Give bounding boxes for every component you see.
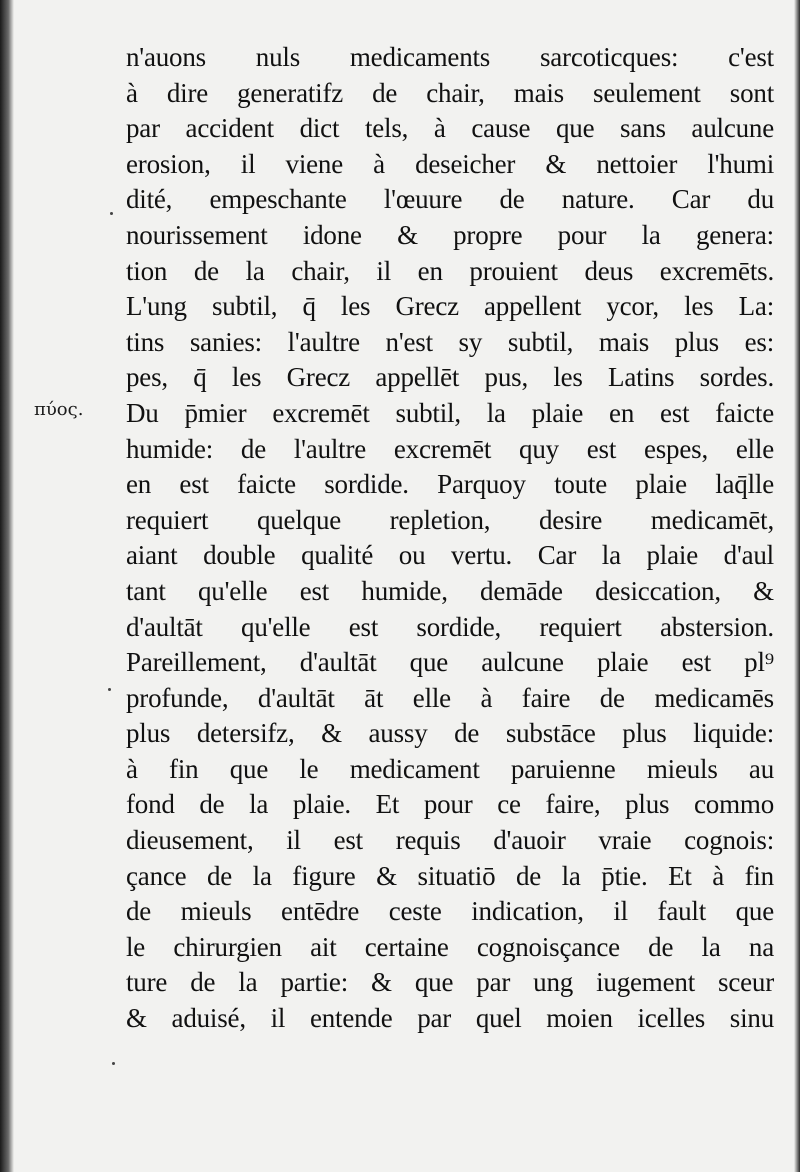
text-line: ture de la partie: & que par ung iugement sceur — [126, 967, 774, 998]
text-line: à dire generatifz de chair, mais seulement sont — [126, 77, 774, 108]
text-line: aiant double qualité ou vertu. Car la plaie d'aul — [126, 540, 774, 571]
margin-note-greek: πύος. — [34, 399, 84, 420]
text-line: humide: de l'aultre excremēt quy est espes, elle — [126, 433, 774, 464]
text-line: profunde, d'aultāt āt elle à faire de medicamēs — [126, 682, 774, 713]
text-line: plus detersifz, & aussy de substāce plus liquide: — [126, 718, 774, 749]
text-line: tins sanies: l'aultre n'est sy subtil, mais plus es: — [126, 326, 774, 357]
page-edge-shadow — [794, 0, 800, 1172]
text-line: dieusement, il est requis d'auoir vraie cognois: — [126, 825, 774, 856]
text-line: Du p̄mier excremēt subtil, la plaie en est faicte — [126, 397, 774, 428]
text-line: requiert quelque repletion, desire medicamēt, — [126, 504, 774, 535]
text-line: pes, q̄ les Grecz appellēt pus, les Latins sordes. — [126, 362, 774, 393]
text-line: à fin que le medicament paruienne mieuls au — [126, 753, 774, 784]
text-line: fond de la plaie. Et pour ce faire, plus commo — [126, 789, 774, 820]
text-line: & aduisé, il entende par quel moien icelles sinu — [126, 1003, 774, 1034]
text-line: dité, empeschante l'œuure de nature. Car du — [126, 184, 774, 215]
text-line: n'auons nuls medicaments sarcoticques: c'est — [126, 42, 774, 72]
text-line: L'ung subtil, q̄ les Grecz appellent ycor, les La: — [126, 291, 774, 322]
text-line: le chirurgien ait certaine cognoisçance de la na — [126, 931, 774, 962]
text-line: Pareillement, d'aultāt que aulcune plaie est pl⁹ — [126, 647, 774, 678]
ink-speck — [110, 212, 113, 215]
ink-speck — [112, 1062, 115, 1065]
text-line: par accident dict tels, à cause que sans aulcune — [126, 113, 774, 144]
text-line: en est faicte sordide. Parquoy toute plaie laq̄lle — [126, 469, 774, 500]
text-line: erosion, il viene à deseicher & nettoier l'humi — [126, 148, 774, 179]
text-line: çance de la figure & situatiō de la p̄tie. Et à fin — [126, 860, 774, 891]
text-line: de mieuls entēdre ceste indication, il fault que — [126, 896, 774, 927]
text-line: tion de la chair, il en prouient deus excremēts. — [126, 255, 774, 286]
page-gutter-shadow — [0, 0, 14, 1172]
text-line: tant qu'elle est humide, demāde desiccation, & — [126, 575, 774, 606]
text-line: d'aultāt qu'elle est sordide, requiert abstersion. — [126, 611, 774, 642]
body-text — [126, 40, 774, 1037]
ink-speck — [108, 688, 111, 691]
text-line: nourissement idone & propre pour la genera: — [126, 219, 774, 250]
